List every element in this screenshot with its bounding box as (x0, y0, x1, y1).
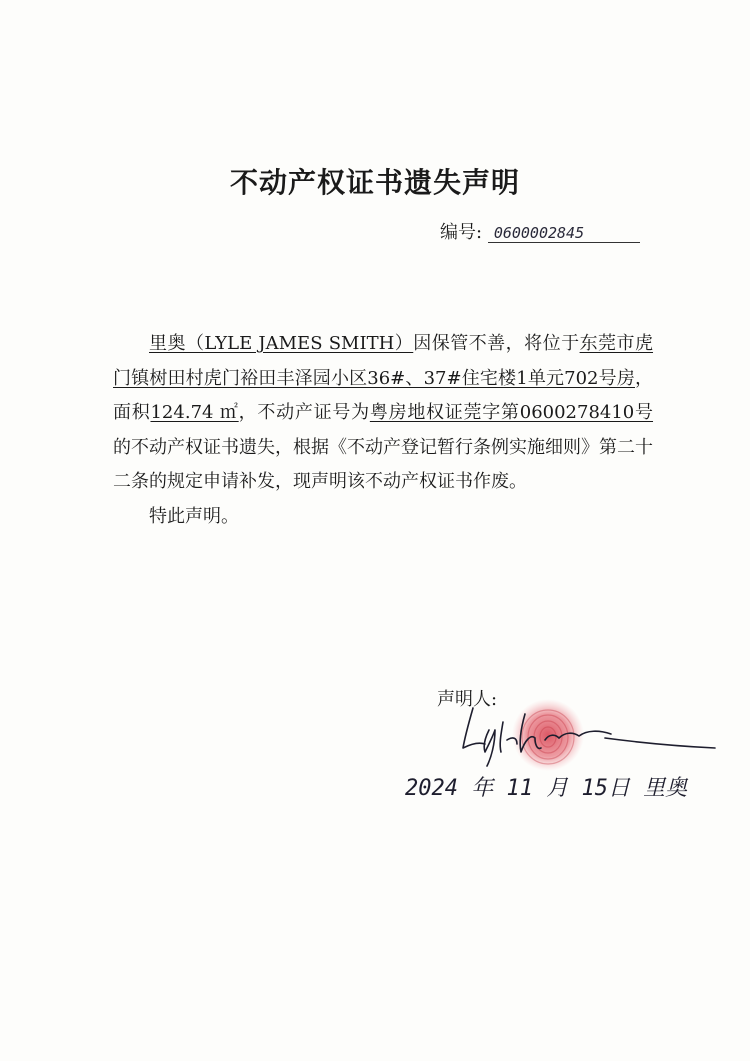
document-title: 不动产权证书遗失声明 (229, 166, 520, 199)
declarant-label: 声明人: (437, 689, 498, 710)
handwritten-date (403, 765, 688, 805)
document-number-row (440, 218, 640, 244)
declaration-paragraph (113, 327, 653, 500)
certificate-number: 粤房地权证莞字第0600278410号 (369, 402, 654, 424)
declaration-body (113, 327, 653, 535)
handwritten-signature (455, 700, 720, 770)
owner-name: 里奥（LYLE JAMES SMITH） (149, 333, 414, 354)
closing-statement: 特此声明。 (149, 505, 239, 527)
paragraph-text-2: ，面积 (113, 367, 653, 424)
handwritten-date-text: 2024 年 11 月 15日 里奥 (405, 776, 688, 801)
number-label: 编号: (440, 222, 483, 243)
paragraph-text-1: 因保管不善，将位于 (413, 333, 580, 354)
paragraph-text-3: ，不动产证号为 (238, 402, 370, 424)
property-address: 东莞市虎门镇树田村虎门裕田丰泽园小区36#、37#住宅楼1单元702号房 (113, 333, 654, 389)
property-area: 124.74 ㎡ (150, 402, 239, 424)
number-value: 0600002845 (488, 224, 640, 243)
paragraph-text-4: 的不动产权证书遗失，根据《不动产登记暂行条例实施细则》第二十二条的规定申请补发，现声明该不动产权证书作废。 (113, 436, 653, 493)
